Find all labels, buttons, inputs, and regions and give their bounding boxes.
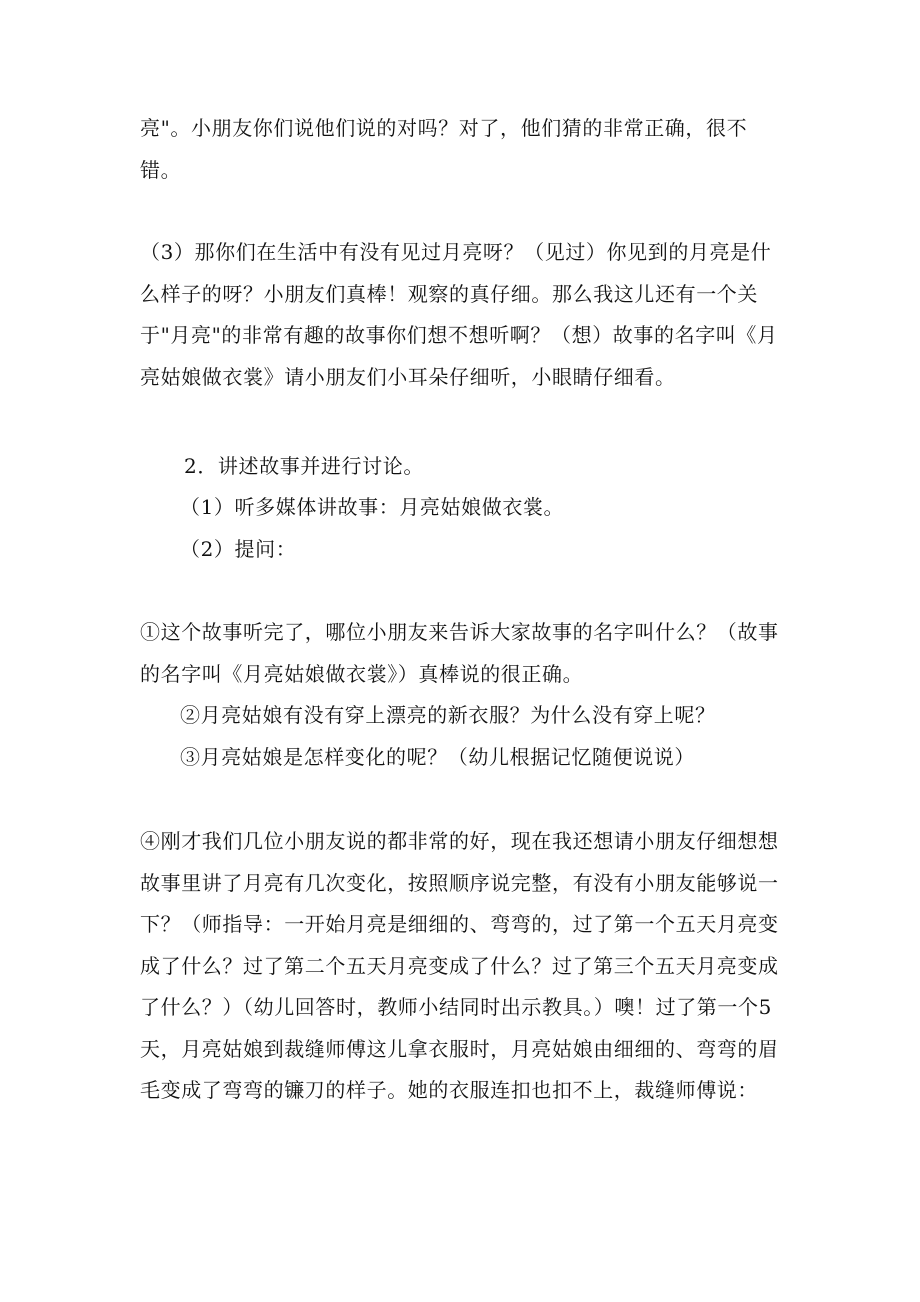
paragraph-4: （1）听多媒体讲故事：月亮姑娘做衣裳。 (180, 495, 565, 519)
paragraph-2: （3）那你们在生活中有没有见过月亮呀？（见过）你见到的月亮是什么样子的呀？小朋友们真棒！观察的真仔细。那么我这儿还有一个关于"月亮"的非常有趣的故事你们想不想听啊？（想）故事的名字叫《月亮姑娘做衣裳》请小朋友们小耳朵仔细听，小眼睛仔细看。 (140, 240, 778, 389)
paragraph-1: 亮"。小朋友你们说他们说的对吗？对了，他们猜的非常正确，很不错。 (140, 116, 748, 182)
paragraph-5: （2）提问： (180, 537, 297, 561)
paragraph-7: ②月亮姑娘有没有穿上漂亮的新衣服？为什么没有穿上呢？ (180, 703, 716, 727)
paragraph-8: ③月亮姑娘是怎样变化的呢？（幼儿根据记忆随便说说） (180, 745, 695, 769)
paragraph-9: ④刚才我们几位小朋友说的都非常的好，现在我还想请小朋友仔细想想故事里讲了月亮有几次变化，按照顺序说完整，有没有小朋友能够说一下？（师指导：一开始月亮是细细的、弯弯的，过了第一个五天月亮变成了什么？过了第二个五天月亮变成了什么？过了第三个五天月亮变成了什么？）（幼儿回答时，教师小结同时出示教具。）噢！过了第一个5天，月亮姑娘到裁缝师傅这儿拿衣服时，月亮姑娘由细细的、弯弯的眉毛变成了弯弯的镰刀的样子。她的衣服连扣也扣不上，裁缝师傅说： (140, 829, 779, 1102)
paragraph-6: ①这个故事听完了，哪位小朋友来告诉大家故事的名字叫什么？（故事的名字叫《月亮姑娘做衣裳》）真棒说的很正确。 (140, 620, 779, 686)
paragraph-3: 2．讲述故事并进行讨论。 (184, 454, 424, 478)
